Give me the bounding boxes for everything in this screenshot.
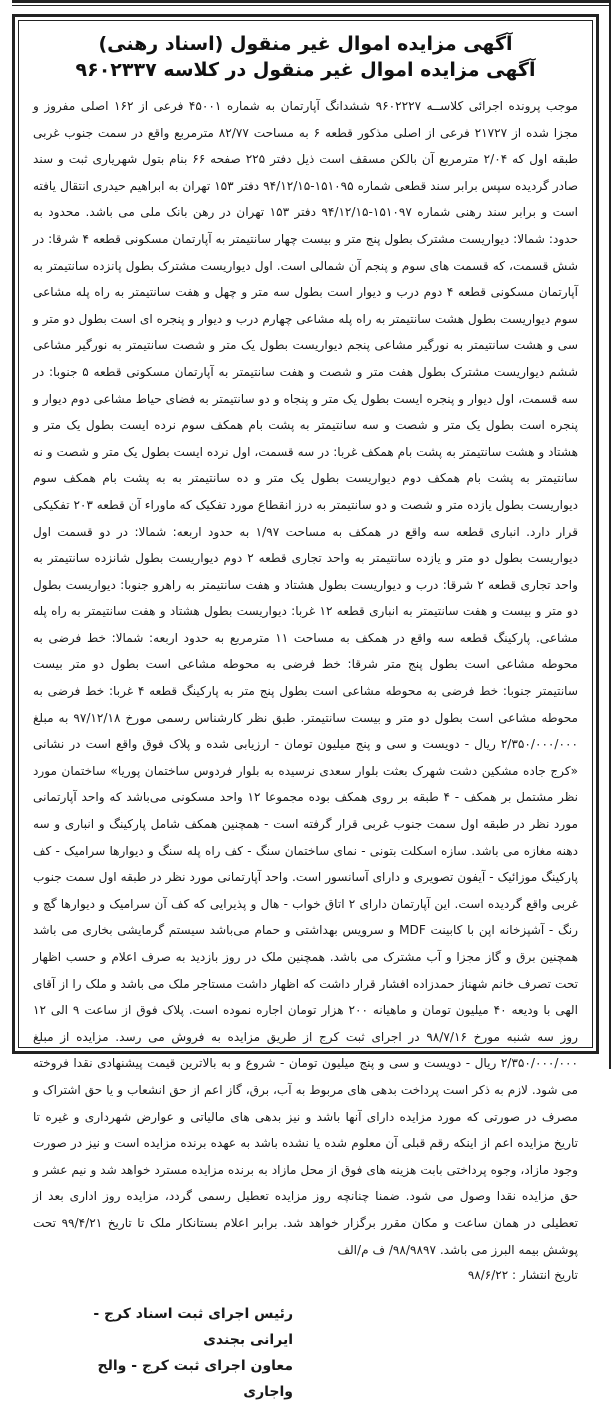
signature-block (33, 1301, 578, 1405)
signature-deputy: معاون اجرای ثبت کرج - والح واجاری (97, 1358, 293, 1401)
publish-date: تاریخ انتشار : ۹۸/۶/۲۲ (467, 1268, 578, 1283)
notice-frame (18, 20, 593, 1401)
notice-subtitle: آگهی مزایده اموال غیر منقول در کلاسه ۹۶۰۲۳۳۷ (75, 59, 536, 81)
top-border-rule (12, 0, 611, 3)
signature-head-of-registry: رئیس اجرای ثبت اسناد کرج - ایرانی بجندی (93, 1306, 293, 1349)
top-border-rule-thin (12, 5, 611, 6)
notice-title: آگهی مزایده اموال غیر منقول (اسناد رهنی) (98, 33, 513, 55)
notice-body: موجب پرونده اجرائی کلاســه ۹۶۰۲۲۲۷ ششدانگ آپارتمان به شماره ۴۵۰۰۱ فرعی از ۱۶۲ اصلی مفروز و مجزا شده از ۲۱۷۲۷ فرعی از اصلی مذکور قطعه ۶ به مساحت ۸۲/۷۷ مترمربع واقع در سمت جنوب غربی طبقه اول که ۲/۰۴ مترمربع آن بالکن مسقف است ذیل دفتر ۲۲۵ صفحه ۶۶ بنام بتول شهریاری ثبت و سند صادر گردیده سپس برابر سند قطعی شماره ۱۵۱۰۹۵-۹۴/۱۲/۱۵ دفتر ۱۵۳ تهران به ابراهیم حیدری انتقال یافته است و برابر سند رهنی شماره ۱۵۱۰۹۷-۹۴/۱۲/۱۵ دفتر ۱۵۳ تهران در رهن بانک ملی می باشد. محدود به حدود: شمالا: دیواریست مشترک بطول پنج متر و بیست چهار سانتیمتر به آپارتمان مسکونی قطعه ۴ شرقا: در شش قسمت، که قسمت های سوم و پنجم آن شمالی است. اول دیواریست مشترک بطول پانزده سانتیمتر به آپارتمان مسکونی قطعه ۴ دوم درب و دیوار است بطول سه متر و چهل و هفت سانتیمتر به راه پله مشاعی سوم دیواریست بطول هشت سانتیمتر به راه پله مشاعی چهارم درب و دیوار و پنجره ای است بطول دو متر و سی و هشت سانتیمتر به نورگیر مشاعی پنجم دیواریست بطول یک متر و شصت سانتیمتر به نورگیر مشاعی ششم دیواریست مشترک بطول هفت متر و شصت و هفت سانتیمتر به آپارتمان مسکونی قطعه ۵ جنوبا: در سه قسمت، اول دیوار و پنجره ایست بطول یک متر و پنجاه و دو سانتیمتر به فضای حیاط مشاعی دوم دیوار و پنجره است بطول یک متر و شصت و سه سانتیمتر به پشت بام همکف سوم نرده ایست بطول یک متر و هشتاد و هشت سانتیمتر به پشت بام همکف غربا: در سه قسمت، اول نرده ایست بطول یک متر و شصت و نه سانتیمتر به پشت بام همکف دوم دیواریست بطول یک متر و ده سانتیمتر به به پشت بام همکف سوم دیواریست بطول یازده متر و شصت و دو سانتیمتر به درز انقطاع مورد تفکیک که ماوراء آن قطعه ۲۰۳ تفکیکی قرار دارد. انباری قطعه سه واقع در همکف به مساحت ۱/۹۷ به حدود اربعه: شمالا: در دو قسمت اول دیواریست بطول دو متر و یازده سانتیمتر به واحد تجاری قطعه ۲ دوم دیواریست بطول شانزده سانتیمتر به واحد تجاری قطعه ۲ شرقا: درب و دیواریست بطول هشتاد و هفت سانتیمتر به راهرو جنوبا: دیواریست بطول دو متر و بیست و هفت سانتیمتر به انباری قطعه ۱۲ غربا: دیواریست بطول هشتاد و هفت سانتیمتر به راه پله مشاعی. پارکینگ قطعه سه واقع در همکف به مساحت ۱۱ مترمربع به حدود اربعه: شمالا: خط فرضی به محوطه مشاعی است بطول پنج متر شرقا: خط فرضی به محوطه مشاعی است بطول دو متر بیست سانتیمتر جنوبا: خط فرضی به محوطه مشاعی است بطول پنج متر به پارکینگ قطعه ۴ غربا: خط فرضی به محوطه مشاعی است بطول دو متر و بیست سانتیمتر. طبق نظر کارشناس رسمی مورخ ۹۷/۱۲/۱۸ به مبلغ ۲/۳۵۰/۰۰۰/۰۰۰ ریال - دویست و سی و پنج میلیون تومان - ارزیابی شده و پلاک فوق واقع است در نشانی «کرج جاده مشکین دشت شهرک بعثت بلوار سعدی نرسیده به بلوار فردوس ساختمان پوریا» ساختمان مورد نظر مشتمل بر همکف - ۴ طبقه بر روی همکف بوده مجموعا ۱۲ واحد مسکونی می‌باشد که واحد آپارتمانی مورد نظر در طبقه اول سمت جنوب غربی قرار گرفته است - همچنین همکف شامل پارکینگ و انباری و سه دهنه مغازه می باشد. سازه اسکلت بتونی - نمای ساختمان سنگ - کف راه پله سنگ و دیوارها سرامیک - کف پارکینگ موزائیک - آیفون تصویری و دارای آسانسور است. واحد آپارتمانی مورد نظر در طبقه اول سمت جنوب غربی واقع گردیده است. این آپارتمان دارای ۲ اتاق خواب - هال و پذیرایی که کف آن سرامیک و دیوارها گچ و رنگ - آشپزخانه اپن با کابینت MDF و سرویس بهداشتی و حمام می‌باشد سیستم گرمایشی بخاری می باشد همچنین برق و گاز مجزا و آب مشترک می باشد. همچنین ملک در روز بازدید به صرف اعلام و حسب اظهار تحت تصرف خانم شهناز حمدزاده افشار قرار داشت که اظهار داشت مستاجر ملک می باشد و ملک را از آقای الهی با ودیعه ۴۰ میلیون تومان و ماهیانه ۲۰۰ هزار تومان اجاره نموده است. پلاک فوق از ساعت ۹ الی ۱۲ روز سه شنبه مورخ ۹۸/۷/۱۶ در اجرای ثبت کرج از طریق مزایده به فروش می رسد. مزایده از مبلغ ۲/۳۵۰/۰۰۰/۰۰۰ ریال - دویست و سی و پنج میلیون تومان - شروع و به بالاترین قیمت پیشنهادی نقدا فروخته می شود. لازم به ذکر است پرداخت بدهی های مربوط به آب، برق، گاز اعم از حق انشعاب و یا حق اشتراک و مصرف در صورتی که مورد مزایده دارای آنها باشد و نیز بدهی های مالیاتی و عوارض شهرداری و غیره تا تاریخ مزایده اعم از اینکه رقم قبلی آن معلوم شده یا نشده باشد به عهده برنده مزایده است و نیز در صورت وجود مازاد، وجوه پرداختی بابت هزینه های فوق از محل مازاد به برنده مزایده مسترد خواهد شد و نیم عشر و حق مزایده نقدا وصول می شود. ضمنا چنانچه روز مزایده تعطیل رسمی گردد، مزایده روز اداری بعد از تعطیلی در همان ساعت و مکان مقرر برگزار خواهد شد. برابر اعلام بستانکار ملک تا تاریخ ۹۹/۴/۲۱ تحت پوشش بیمه البرز می باشد. ۹۸/۹۸۹۷/ ف م/الف (33, 99, 579, 1257)
